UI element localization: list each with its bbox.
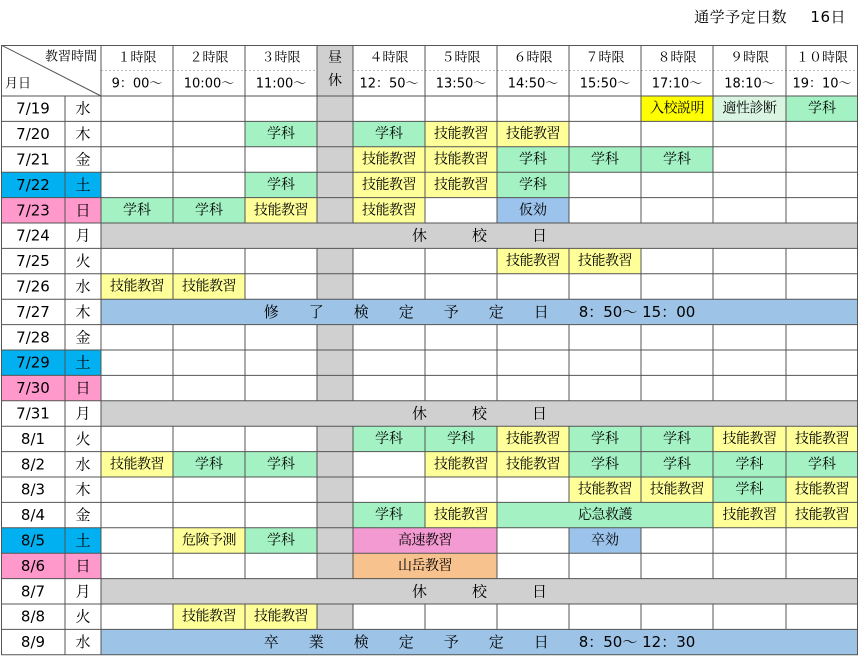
date-label: 7/26	[16, 277, 50, 296]
lesson-label: 技能教習	[362, 176, 416, 193]
date-label: 8/6	[20, 556, 46, 575]
date-label: 7/25	[16, 252, 50, 271]
lesson-label: 学科	[663, 456, 691, 473]
period-time: 15:50～	[579, 76, 631, 92]
period-name: １時限	[117, 50, 157, 66]
date-label: 7/21	[16, 150, 50, 169]
lesson-label: 学科	[591, 151, 619, 168]
lesson-label: 学科	[663, 151, 691, 168]
weekday-label: 水	[75, 633, 91, 652]
lesson-label: 技能教習	[434, 456, 488, 473]
period-name: ４時限	[369, 50, 409, 66]
banner-text: 休 校 日	[411, 226, 548, 245]
lesson-label: 学科	[123, 202, 151, 219]
lesson-label: 技能教習	[795, 507, 849, 524]
lesson-label: 技能教習	[362, 151, 416, 168]
lesson-label: 技能教習	[254, 202, 308, 219]
school-days-value: 16日	[810, 8, 846, 26]
period-time: 11:00～	[255, 76, 307, 92]
date-label: 7/31	[16, 404, 50, 423]
lesson-label: 学科	[267, 456, 295, 473]
date-label: 7/23	[16, 201, 50, 220]
period-time: 17:10～	[651, 76, 703, 92]
date-label: 8/9	[20, 633, 46, 652]
weekday-label: 土	[75, 353, 91, 372]
lesson-label: 学科	[375, 430, 403, 447]
lesson-label: 技能教習	[578, 481, 632, 498]
period-time: 18:10～	[724, 76, 775, 92]
lesson-label: 学科	[663, 430, 691, 447]
weekday-label: 木	[75, 480, 91, 499]
lesson-label: 学科	[735, 481, 764, 498]
lesson-label: 適性診断	[722, 100, 777, 117]
weekday-label: 日	[75, 201, 91, 220]
banner-text: 休 校 日	[411, 582, 548, 601]
lesson-label: 学科	[519, 151, 547, 168]
date-label: 8/1	[20, 429, 46, 448]
lesson-label: 技能教習	[506, 253, 560, 270]
lesson-label: 技能教習	[434, 126, 488, 143]
period-time: 14:50～	[507, 76, 559, 92]
date-label: 7/28	[16, 328, 50, 347]
weekday-label: 水	[75, 99, 91, 118]
date-label: 7/24	[16, 226, 50, 245]
period-name: ６時限	[513, 50, 553, 66]
period-time: 19：10～	[792, 76, 852, 92]
period-time: 12：50～	[359, 76, 419, 92]
weekday-label: 土	[75, 531, 91, 550]
lesson-label: 技能教習	[434, 176, 488, 193]
lesson-label: 技能教習	[722, 507, 777, 524]
period-name: ３時限	[261, 50, 301, 66]
period-name: ２時限	[189, 50, 229, 66]
lesson-label: 技能教習	[110, 278, 164, 295]
weekday-label: 金	[75, 328, 91, 347]
date-label: 7/20	[16, 125, 50, 144]
date-label: 7/22	[16, 175, 50, 194]
weekday-label: 金	[75, 150, 91, 169]
lesson-label: 学科	[808, 456, 836, 473]
lunch-label: 昼	[328, 50, 342, 66]
date-label: 8/7	[20, 582, 46, 601]
period-time: 9：00～	[111, 76, 163, 92]
lesson-label: 危険予測	[182, 532, 236, 549]
date-label: 8/2	[20, 455, 46, 474]
weekday-label: 日	[75, 556, 91, 575]
banner-text: 修 了 検 定 予 定 日 8：50～ 15：00	[263, 302, 696, 321]
lesson-label: 学科	[808, 100, 836, 117]
weekday-label: 土	[75, 175, 91, 194]
weekday-label: 火	[75, 252, 91, 271]
lesson-label: 技能教習	[362, 202, 416, 219]
period-name: ５時限	[441, 50, 481, 66]
corner-bottom-label: 月日	[5, 76, 32, 92]
weekday-label: 月	[75, 404, 91, 423]
school-days-label: 通学予定日数	[694, 8, 788, 26]
date-label: 7/29	[16, 353, 50, 372]
weekday-label: 水	[75, 455, 91, 474]
lesson-label: 学科	[267, 176, 295, 193]
date-label: 8/8	[20, 607, 46, 626]
lesson-label: 学科	[267, 126, 295, 143]
weekday-label: 月	[75, 226, 91, 245]
lesson-label: 学科	[447, 430, 475, 447]
lesson-label: 技能教習	[434, 151, 488, 168]
banner-text: 休 校 日	[411, 404, 548, 423]
lesson-label: 仮効	[519, 202, 547, 219]
lesson-label: 高速教習	[398, 532, 452, 549]
lesson-label: 技能教習	[182, 278, 236, 295]
period-time: 10:00～	[183, 76, 235, 92]
lesson-label: 学科	[735, 456, 764, 473]
weekday-label: 火	[75, 607, 91, 626]
schedule-table	[1, 45, 859, 656]
lesson-label: 山岳教習	[398, 557, 452, 574]
date-label: 7/30	[16, 379, 50, 398]
weekday-label: 金	[75, 506, 91, 525]
lesson-label: 技能教習	[434, 507, 488, 524]
weekday-label: 火	[75, 429, 91, 448]
lesson-label: 学科	[519, 176, 547, 193]
lesson-label: 技能教習	[795, 430, 849, 447]
lunch-label: 休	[328, 73, 342, 89]
lesson-label: 学科	[375, 126, 403, 143]
weekday-label: 木	[75, 302, 91, 321]
lesson-label: 技能教習	[506, 430, 560, 447]
weekday-label: 月	[75, 582, 91, 601]
date-label: 8/5	[20, 531, 46, 550]
lesson-label: 技能教習	[578, 253, 632, 270]
weekday-label: 日	[75, 379, 91, 398]
weekday-label: 木	[75, 125, 91, 144]
banner-text: 卒 業 検 定 予 定 日 8：50～ 12：30	[263, 633, 696, 652]
period-time: 13:50～	[435, 76, 487, 92]
lesson-label: 技能教習	[110, 456, 164, 473]
lesson-label: 技能教習	[254, 608, 308, 625]
lesson-label: 学科	[375, 507, 403, 524]
period-name: ８時限	[657, 50, 697, 66]
lesson-label: 技能教習	[650, 481, 704, 498]
lesson-label: 卒効	[591, 532, 619, 549]
date-label: 8/4	[20, 506, 46, 525]
period-name: ９時限	[729, 50, 770, 66]
corner-top-label: 教習時間	[44, 49, 97, 65]
lesson-label: 学科	[591, 456, 619, 473]
lesson-label: 学科	[195, 202, 223, 219]
date-label: 8/3	[20, 480, 46, 499]
lesson-label: 技能教習	[182, 608, 236, 625]
date-label: 7/27	[16, 302, 50, 321]
period-name: １０時限	[795, 50, 849, 66]
lesson-label: 技能教習	[506, 126, 560, 143]
lesson-label: 学科	[195, 456, 223, 473]
date-label: 7/19	[16, 99, 50, 118]
lesson-label: 学科	[267, 532, 295, 549]
period-name: ７時限	[585, 50, 625, 66]
school-days-summary	[676, 6, 846, 27]
weekday-label: 水	[75, 277, 91, 296]
lesson-label: 技能教習	[795, 481, 849, 498]
lesson-label: 応急救護	[578, 507, 632, 524]
lesson-label: 入校説明	[650, 100, 704, 117]
lesson-label: 技能教習	[722, 430, 777, 447]
schedule-grid	[1, 45, 859, 656]
lesson-label: 技能教習	[506, 456, 560, 473]
lesson-label: 学科	[591, 430, 619, 447]
